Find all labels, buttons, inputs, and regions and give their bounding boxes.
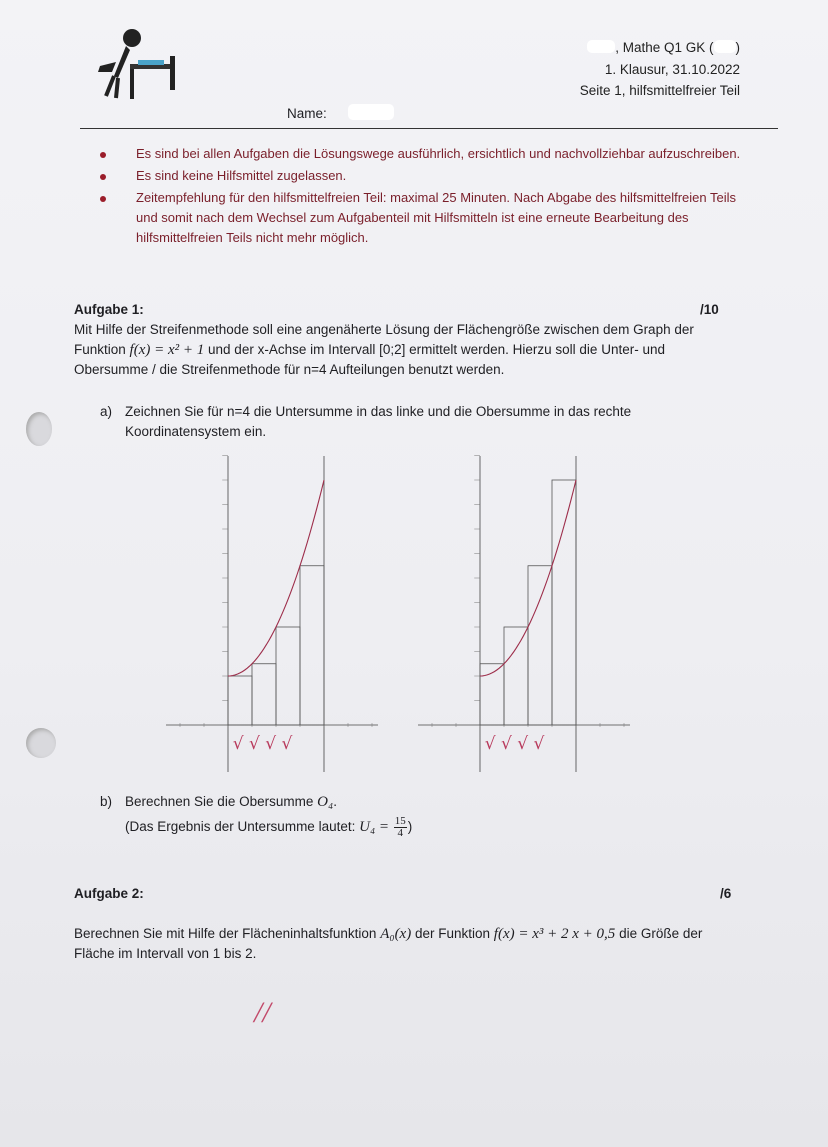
redaction: [587, 40, 615, 53]
instruction-item: Es sind bei allen Aufgaben die Lösungswege ausführlich, ersichtlich und nachvollziehbar aufzuschreiben.: [96, 144, 746, 164]
redaction: [714, 40, 736, 53]
strip-rectangle: [228, 676, 252, 725]
strip-rectangle: [276, 627, 300, 725]
task1-title: Aufgabe 1:: [74, 302, 144, 317]
task2-title: Aufgabe 2:: [74, 886, 144, 901]
untersumme-hint: (Das Ergebnis der Untersumme lautet: U₄ = $\frac{15}{4}$ ): [125, 815, 413, 839]
obersumme-symbol: O₄: [317, 794, 334, 810]
function-expression: f(x) = x³ + 2 x + 0,5: [493, 926, 616, 942]
instruction-item: Es sind keine Hilfsmittel zugelassen.: [96, 166, 746, 186]
part-a-text: Zeichnen Sie für n=4 die Untersumme in das linke und die Obersumme in das rechte Koordinatensystem ein.: [125, 404, 632, 439]
punch-hole: [26, 728, 56, 758]
part-b-text: Berechnen Sie die Obersumme O₄.: [125, 794, 337, 810]
name-redaction: [348, 104, 394, 120]
exam-title: 1. Klausur, 31.10.2022: [604, 62, 740, 77]
strip-rectangle: [552, 480, 576, 725]
task1-text: Mit Hilfe der Streifenmethode soll eine angenäherte Lösung der Flächengröße zwischen dem Graph der Funktion f(x) = x² + 1 und der x-Achse im Intervall [0;2] ermittelt werden. Hierzu soll die Unter- und Obersumme / die Streifenmethode für n=4 Aufteilungen benutzt werden.: [74, 322, 694, 377]
part-b-label: b): [100, 794, 113, 809]
instruction-item: Zeitempfehlung für den hilfsmittelfreien Teil: maximal 25 Minuten. Nach Abgabe des hilfsmittelfreien Teils und somit nach dem Wechsel zum Aufgabenteil mit Hilfsmitteln ist eine erneute Bearbeitung des hilfsmittelfreien Teils nicht mehr möglich.: [96, 188, 746, 248]
punch-hole: [26, 412, 52, 446]
instructions-list: [96, 144, 746, 250]
task2-points: /6: [720, 886, 732, 901]
strip-rectangle: [252, 664, 276, 725]
fraction: $\frac{15}{4}$: [394, 815, 406, 839]
function-expression: f(x) = x² + 1: [129, 342, 205, 358]
grader-check-marks: √ √ √ √: [232, 734, 293, 754]
chart-untersumme: [160, 450, 390, 780]
strip-rectangle: [528, 566, 552, 725]
untersumme-symbol: U₄ =: [359, 819, 390, 836]
grader-check-marks: √ √ √ √: [484, 734, 545, 754]
header-divider: [80, 128, 778, 129]
name-label: Name:: [287, 106, 327, 121]
part-a-label: a): [100, 404, 113, 419]
grader-slash-mark: //: [254, 996, 271, 1029]
chart-obersumme: [412, 450, 642, 780]
area-function-symbol: A₀(x): [380, 926, 412, 942]
student-desk-logo: [86, 26, 186, 108]
strip-rectangle: [504, 627, 528, 725]
task2-text: Berechnen Sie mit Hilfe der Flächeninhaltsfunktion A₀(x) der Funktion f(x) = x³ + 2 x + 0,5 die Größe der Fläche im Intervall von 1 bis 2.: [74, 926, 703, 961]
task1-points: /10: [700, 302, 719, 317]
page-subtitle: Seite 1, hilfsmittelfreier Teil: [579, 83, 740, 98]
strip-rectangle: [300, 566, 324, 725]
course-line: , Mathe Q1 GK ( ): [587, 37, 740, 58]
